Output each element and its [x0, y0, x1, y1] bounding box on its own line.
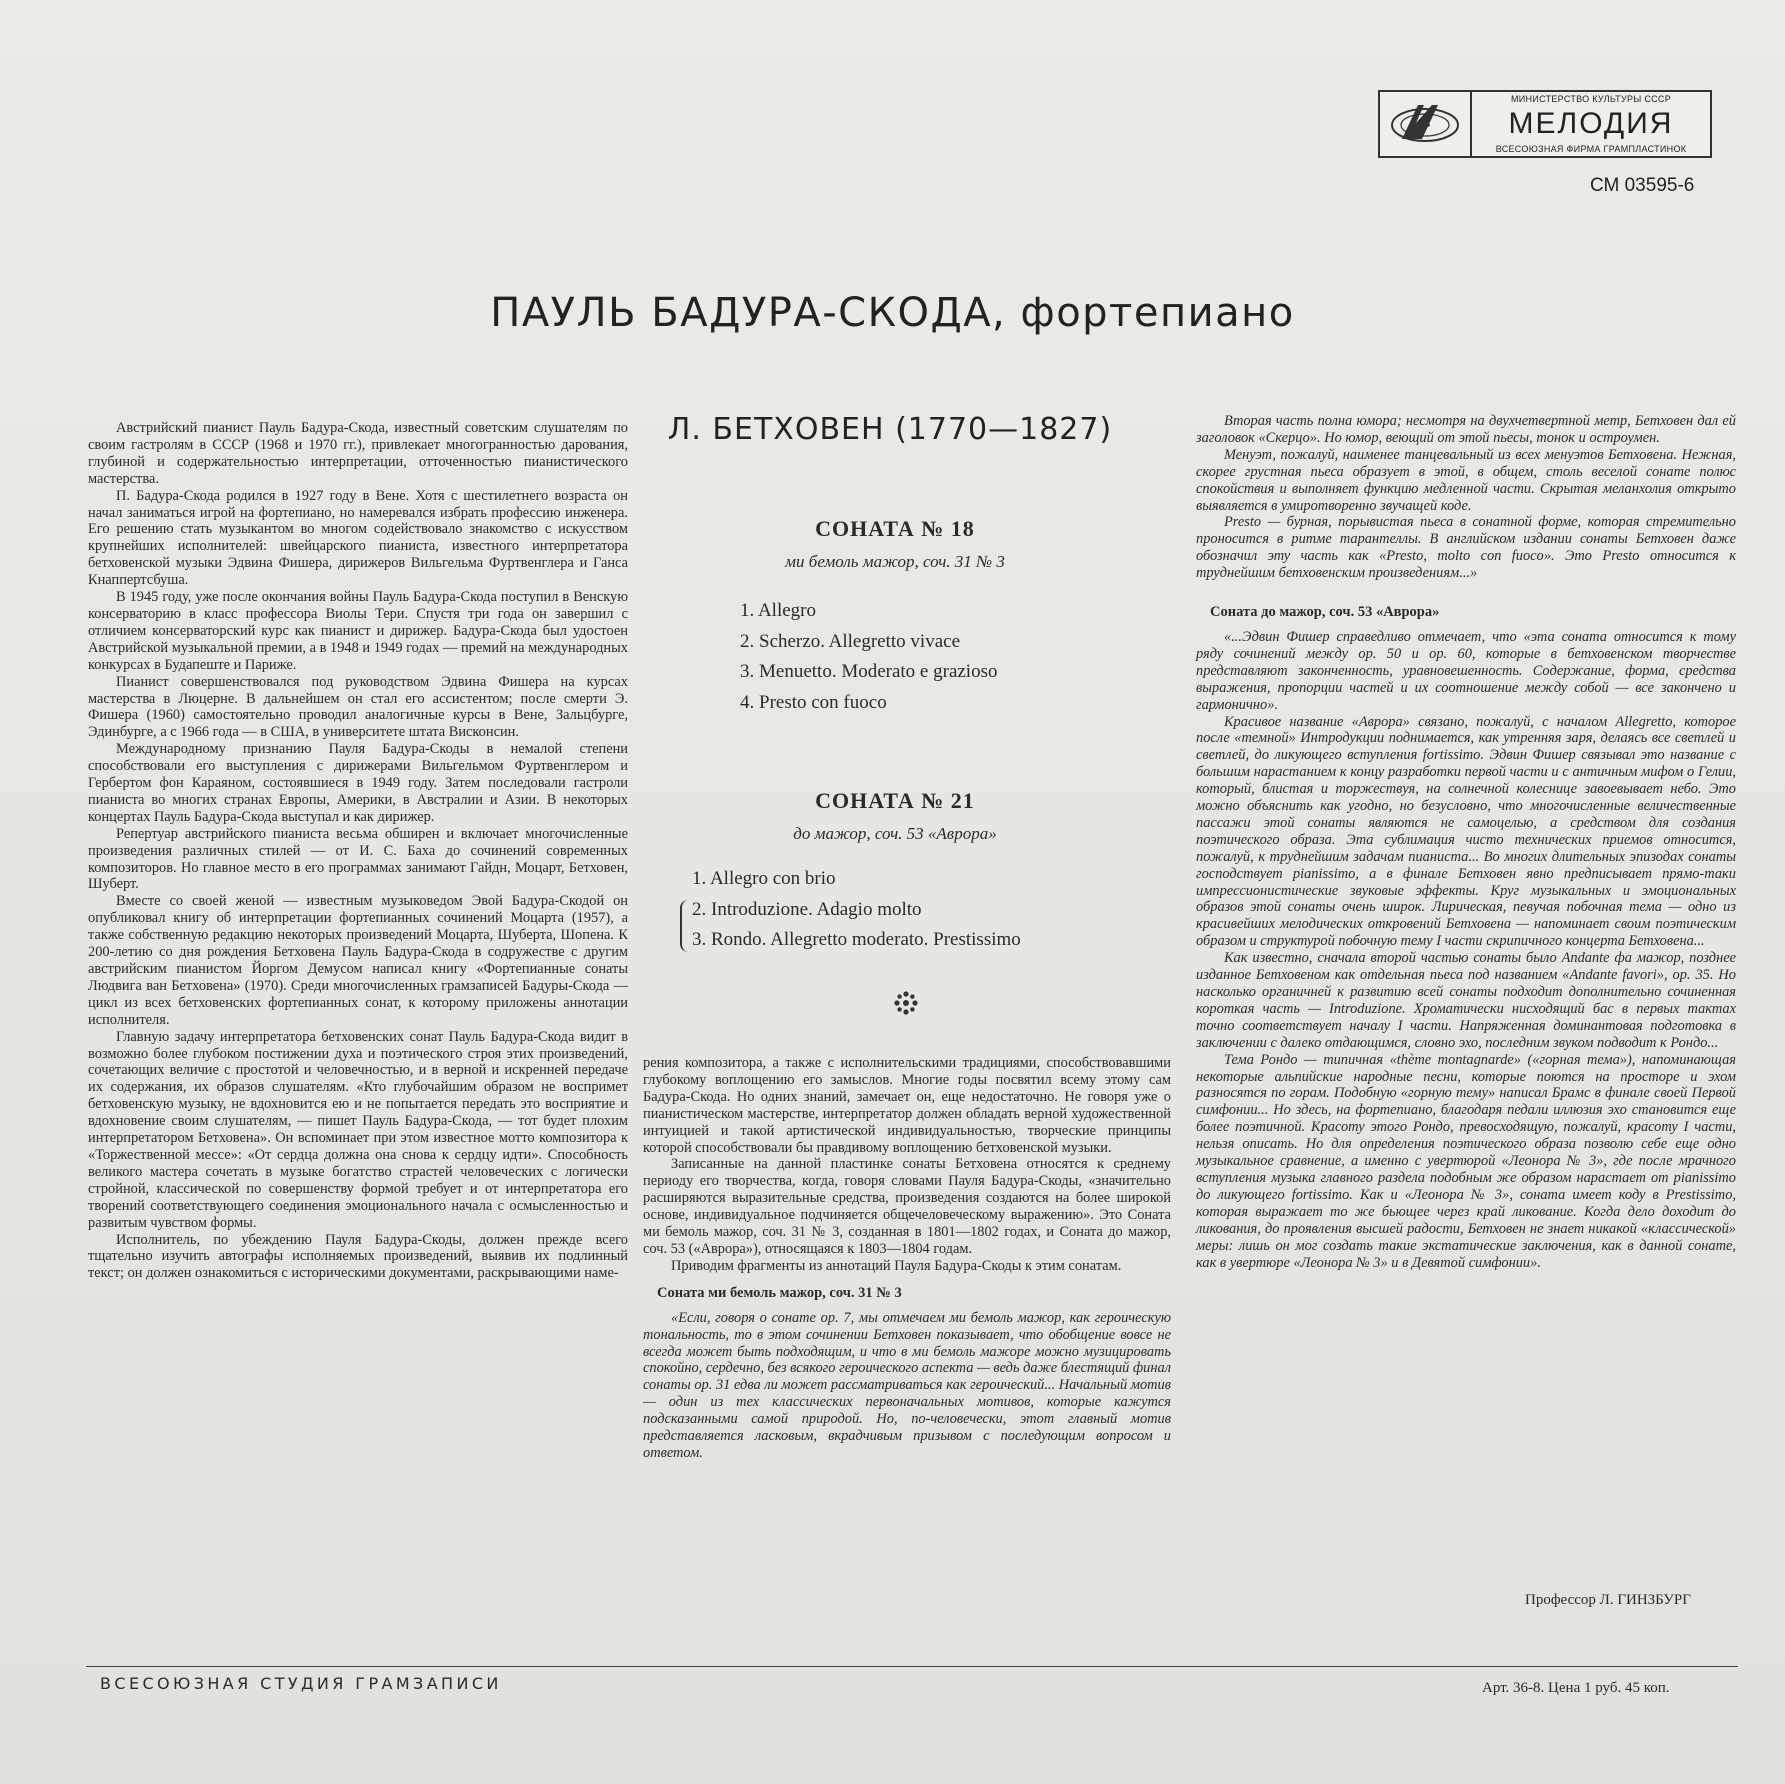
melodiya-logo — [1378, 90, 1712, 158]
paragraph: Вместе со своей женой — известным музыковедом Эвой Бадура-Скодой он опубликовал книгу об интерпретации фортепианных сочинений Моцарта (1957), а также собственную редакцию некоторых произведений Моцарта, Шуберта, Шопена. К 200-летию со дня рождения Бетховена Пауль Бадура-Скода в содружестве с другим австрийским пианистом Йоргом Демусом написал книгу «Фортепианные сонаты Людвига ван Бетховена» (1970). Среди многочисленных грамзаписей Бадуры-Скода — цикл из всех бетховенских фортепианных сонат, к которому приложены аннотации исполнителя. — [88, 893, 628, 1028]
movement-item: 1. Allegro — [740, 600, 816, 621]
sonata-21-key: до мажор, соч. 53 «Аврора» — [793, 824, 997, 843]
paragraph: Красивое название «Аврора» связано, пожалуй, с началом Allegretto, которое после «темной» Интродукции поднимается, как утренняя заря, делаясь все светлей и светлей, до ликующего вступления fortissimo. Эдвин Фишер связывал это название с большим нарастанием к концу разработки первой части и с античным мифом о Гелии, который, блистая и торжествуя, на солнечной колеснице завоевывает небо. Это можно объяснить как угодно, но безусловно, что многочисленные величественные пассажи этой сонаты являются не самоцелью, а средством для создания поэтического образа. Эта сублимация чисто технических приемов относится, пожалуй, к труднейшим задачам пианиста... Во многих длительных эпизодах сонаты господствует pianissimo, а в финале Бетховен явно предписывает прямо-таки импрессионистические звуковые эффекты. Круг музыкальных и эмоциональных образов этой сонаты очень широк. Лирическая, певучая побочная тема — одно из красивейших мелодических откровений Бетховена — напоминает своим поэтическим образом и структурой побочную тему I части скрипичного концерта Бетховена... — [1196, 713, 1736, 950]
paragraph: Как известно, сначала второй частью сонаты было Andante фа мажор, позднее изданное Бетховеном как отдельная пьеса под названием «Andante favori», ор. 35. Но насколько органичней к развитию всей сонаты подходит дополнительно сочиненная короткая часть — Introduzione. Хроматически нисходящий бас в первых тактах точно соответствует началу I части. Напряженная доминантовая подготовка в заключении с далеко отдающимся, словно эхо, последним звуком подводит к Рондо... — [1196, 950, 1736, 1051]
footer-divider — [86, 1666, 1738, 1667]
section-heading-sonata-21: Соната до мажор, соч. 53 «Аврора» — [1210, 604, 1440, 621]
paragraph: Приводим фрагменты из аннотаций Пауля Бадура-Скоды к этим сонатам. — [671, 1257, 1122, 1274]
movement-item: 3. Menuetto. Moderato e grazioso — [740, 661, 998, 682]
movement-item: 2. Scherzo. Allegretto vivace — [740, 630, 961, 652]
movement-item: 3. Rondo. Allegretto moderato. Prestissimo — [692, 929, 1021, 950]
paragraph: «Если, говоря о сонате ор. 7, мы отмечаем ми бемоль мажор, как героическую тональность, то в этом сочинении Бетховен показывает, что обобщение вовсе не всегда может быть подходящим, и что в ми бемоль мажоре можно музицировать спокойно, сердечно, без всякого героического аспекта — ведь даже блестящий финал сонаты ор. 31 едва ли может рассматриваться как героический... Начальный мотив — один из тех классических первоначальных мотивов, которые кажутся подсказанными самой природой. Но, по-человечески, этот главный мотив представляется ласковым, вкрадчивым призывом с последующим вопросом и ответом. — [643, 1309, 1171, 1461]
flower-ornament-icon — [893, 990, 919, 1021]
movement-item: 2. Introduzione. Adagio molto — [692, 898, 922, 920]
paragraph: рения композитора, а также с исполнительскими традициями, способствовавшими глубокому воплощению его замыслов. Многие годы посвятил всему этому сам Бадура-Скода. Но одних знаний, замечает он, еще недостаточно. Не говоря уже о пианистическом мастерстве, интерпретатор должен обладать верной художественной интуицией и такой артистической индивидуальностью, творческие принципы которой способствовали бы правдивому воплощению бетховенской музыки. — [643, 1055, 1171, 1156]
sonata-18-movements — [740, 596, 997, 718]
movement-item: 4. Presto con fuoco — [740, 691, 887, 713]
paragraph: Вторая часть полна юмора; несмотря на двухчетвертной метр, Бетховен дал ей заголовок «Скерцо». Но юмор, веющий от этой пьесы, тонок и остроумен. — [1196, 413, 1736, 446]
catalog-number: СМ 03595-6 — [1590, 175, 1695, 196]
biography-column — [88, 420, 628, 1282]
paragraph: Австрийский пианист Пауль Бадура-Скода, известный советским слушателям по своим гастролям в СССР (1968 и 1970 гг.), привлекает многогранностью дарования, глубиной и содержательностью интерпретации, отточенностью пианистического мастерства. — [88, 420, 628, 487]
paragraph: Presto — бурная, порывистая пьеса в сонатной форме, которая стремительно проносится в ритме тарантеллы. В английском издании сонаты Бетховен даже обозначил эту часть как «Presto, molto con fuoco». Это Presto относится к труднейшим бетховенским произведениям...» — [1196, 514, 1736, 582]
paragraph: Исполнитель, по убеждению Пауля Бадура-Скоды, должен прежде всего тщательно изучить автографы исполняемых произведений, выявив их подлинный текст; он должен ознакомиться с историческими документами, раскрывающими наме- — [88, 1231, 628, 1282]
paragraph: П. Бадура-Скода родился в 1927 году в Вене. Хотя с шестилетнего возраста он начал заниматься игрой на фортепиано, но намеревался избрать профессию инженера. Его решению стать музыкантом во многом содействовало знакомство с искусством крупнейших исполнителей: швейцарского пианиста, известного интерпретатора бетховенской музыки Эдвина Фишера, дирижеров Вильгельма Фуртвенглера и Ганса Кнаппертсбуша. — [88, 487, 628, 589]
sonata-18-key: ми бемоль мажор, соч. 31 № 3 — [785, 552, 1005, 571]
composer-heading: Л. БЕТХОВЕН (1770—1827) — [667, 412, 1113, 447]
paragraph: Менуэт, пожалуй, наименее танцевальный из всех менуэтов Бетховена. Нежная, скорее грустная пьеса образует в этой, в общем, столь веселой сонате полюс спокойствия и выполняет функцию медленной части. Скрытая меланхолия открыто выявляется в умиротворенно звучащей коде. — [1196, 446, 1736, 514]
paragraph: Международному признанию Пауля Бадура-Скоды в немалой степени способствовали его выступления с дирижерами Вильгельмом Фуртвенглером и Гербертом фон Караяном, состоявшиеся в 1949 году. Затем последовали гастроли пианиста во многих странах Европы, Америки, в Австралии и Азии. В некоторых концертах Пауль Бадура-Скода выступал и как дирижер. — [88, 741, 628, 825]
annotation-column-right — [1196, 413, 1736, 1271]
paragraph: «...Эдвин Фишер справедливо отмечает, что «эта соната относится к тому ряду сочинений между ор. 50 и ор. 60, которые в бетховенском творчестве представляют законченность, уравновешенность. Содержание, форма, средства выражения, пропорции частей и их соотношение между собой — все закончено и гармонично». — [1196, 628, 1736, 713]
sonata-21-movements — [692, 864, 1021, 956]
paragraph: Пианист совершенствовался под руководством Эдвина Фишера на курсах мастерства в Люцерне. В дальнейшем он стал его ассистентом; после смерти Э. Фишера (1960) самостоятельно проводил аналогичные курсы в Вене, Зальцбурге, Эдинбурге, а с 1966 года — в США, в университете штата Висконсин. — [88, 673, 628, 741]
sonata-18-header — [690, 516, 1100, 572]
melodiya-emblem-icon — [1380, 92, 1472, 156]
paragraph: Репертуар австрийского пианиста весьма обширен и включает многочисленные произведения различных стилей — от И. С. Баха до сочинений современных композиторов. Но главное место в его программах занимают Гайдн, Моцарт, Бетховен, Шуберт. — [88, 825, 628, 893]
studio-name: ВСЕСОЮЗНАЯ СТУДИЯ ГРАМЗАПИСИ — [100, 1674, 502, 1693]
price-label: Арт. 36-8. Цена 1 руб. 45 коп. — [1482, 1680, 1670, 1696]
author-signature: Профессор Л. ГИНЗБУРГ — [1525, 1592, 1691, 1608]
annotation-column-middle — [643, 1055, 1171, 1462]
logo-brand-name: МЕЛОДИЯ — [1508, 107, 1674, 140]
logo-ministry-line: МИНИСТЕРСТВО КУЛЬТУРЫ СССР — [1510, 94, 1672, 104]
sonata-21-header — [690, 788, 1100, 844]
sonata-18-title: СОНАТА № 18 — [815, 516, 975, 541]
paragraph: Главную задачу интерпретатора бетховенских сонат Пауль Бадура-Скода видит в возможно более глубоком постижении духа и поэтического строя этих произведений, сочетающих величие с простотой и человечностью, и в верной и искренней передаче их содержания, их образов слушателям. «Кто глубочайшим образом не воспримет бетховенскую музыку, не вдохновится ею и не попытается передать это восприятие и вдохновение своим слушателям, — пишет Пауль Бадура-Скода, — тот будет плохим интерпретатором Бетховена». Он вспоминает при этом известное мотто композитора к «Торжественной мессе»: «От сердца должна она снова к сердцу идти». Способность великого мастера сочетать в музыке богатство страстей человеческих с логически стройной, классической по совершенству формой требует и от интерпретатора его творений соответствующего соединения эмоционального начала с осмысленностью и развитым чувством формы. — [88, 1028, 628, 1231]
section-heading-sonata-18: Соната ми бемоль мажор, соч. 31 № 3 — [657, 1284, 902, 1301]
performer-title: ПАУЛЬ БАДУРА-СКОДА, фортепиано — [490, 290, 1295, 336]
sonata-21-title: СОНАТА № 21 — [815, 788, 975, 813]
paragraph: Тема Рондо — типичная «thème montagnarde» («горная тема»), напоминающая некоторые альпийские народные песни, которые поются на просторе и эхом разносятся по горам. Подобную «горную тему» написал Брамс в финале своей Первой симфонии... Но здесь, на фортепиано, благодаря педали иллюзия эхо становится еще более поэтичной. Красоту этого Рондо, превосходящую, пожалуй, красоту I части, нельзя описать. Но для определения поэтического образа позволю себе еще одно музыкальное сравнение, а именно с увертюрой «Леонора № 3», где после мрачного вступления музыка главного раздела подобным же образом нарастает от pianissimo до ликующего fortissimo. Как и «Леонора № 3», соната имеет коду в Prestissimo, которая выражает то же бьющее через край ликование. Когда дело доходит до ликования, до проявления высшей радости, Бетховен не знает никакой «классической» меры: лишь он мог создать такие экстатические заключения, как в данной сонате, как в увертюре «Леонора № 3» и в Девятой симфонии». — [1196, 1051, 1736, 1271]
paragraph: В 1945 году, уже после окончания войны Пауль Бадура-Скода поступил в Венскую консерваторию в класс профессора Виолы Тери. Спустя три года он завершил с отличием консерваторский курс как пианист и дирижер. Бадура-Скода был удостоен Австрийской музыкальной премии, а в 1948 и 1949 годах — премий на международных конкурсах в Будапеште и Париже. — [88, 589, 628, 673]
movement-item: 1. Allegro con brio — [692, 868, 836, 889]
logo-firm-line: ВСЕСОЮЗНАЯ ФИРМА ГРАМПЛАСТИНОК — [1495, 144, 1687, 154]
paragraph: Записанные на данной пластинке сонаты Бетховена относятся к среднему периоду его творчества, когда, говоря словами Пауля Бадура-Скоды, «значительно расширяются выразительные средства, произведения создаются на более широкой основе, индивидуальное подчиняется общечеловеческому выражению». Это Соната ми бемоль мажор, соч. 31 № 3, созданная в 1801—1802 годах, и Соната до мажор, соч. 53 («Аврора»), относящаяся к 1803—1804 годам. — [643, 1156, 1171, 1257]
